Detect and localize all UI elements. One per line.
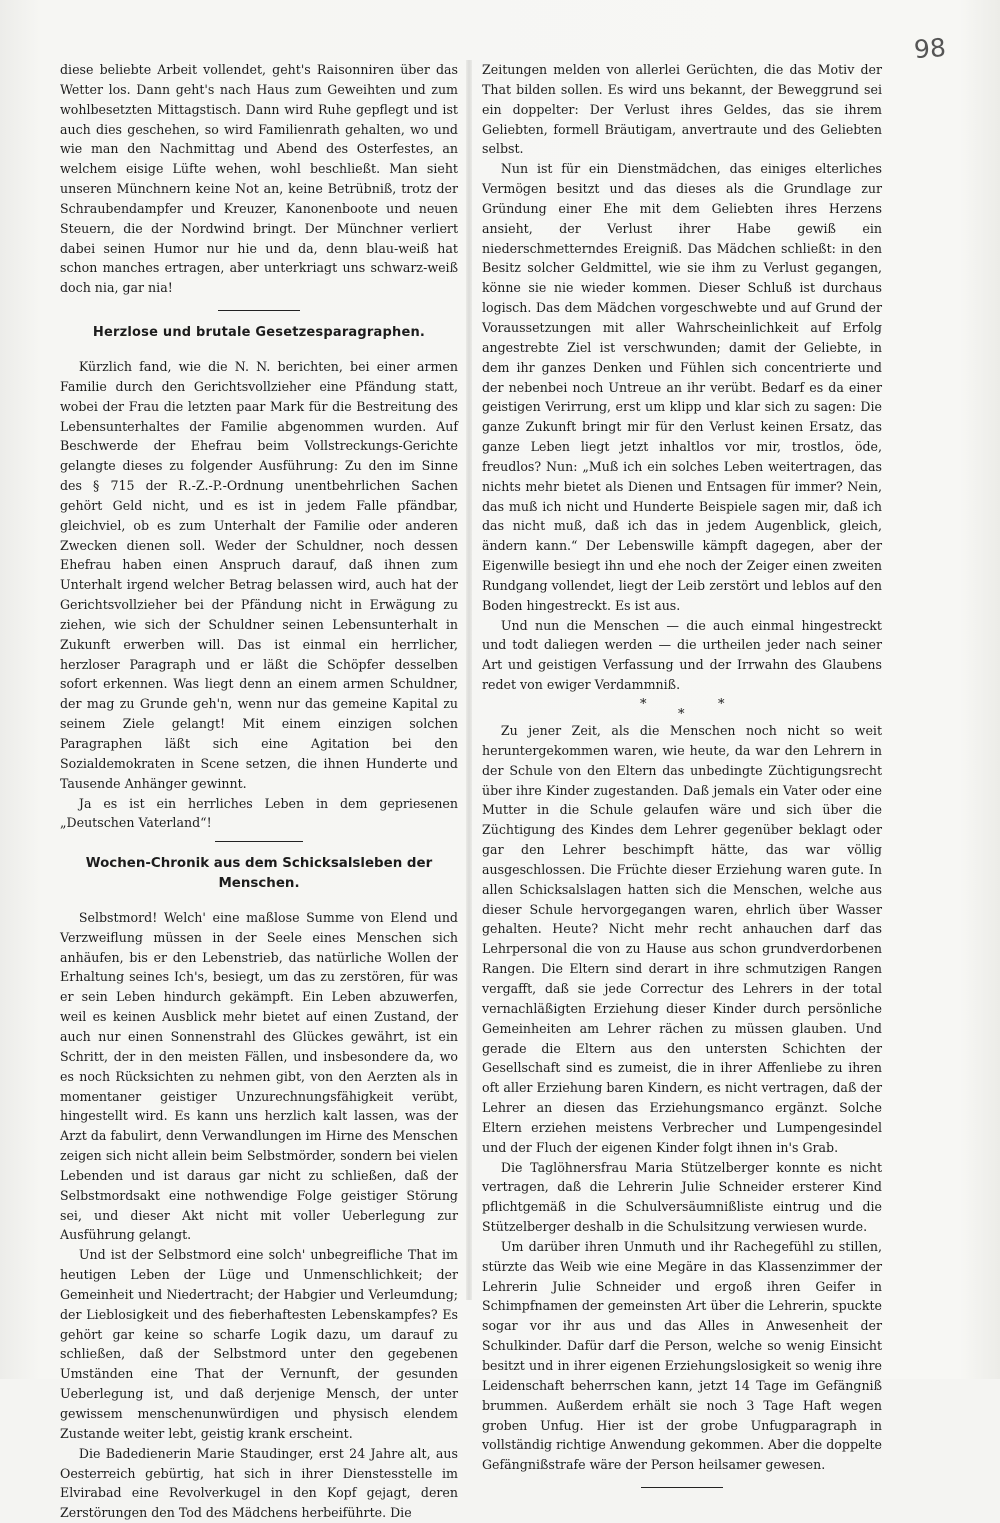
asterisk: * xyxy=(678,707,685,722)
article-paragraph: Zu jener Zeit, als die Menschen noch nicht so weit heruntergekommen waren, wie heute, da war den Lehrern in der Schule von den Eltern das unbedingte Züchtigungsrecht über ihre Kinder zugestanden. Daß jemals ein Vater oder eine Mutter in die Schule gelaufen wäre und sich über die Züchtigung des Kindes dem Lehrer gegenüber beklagt oder gar den Lehrer beschimpft hätte, das war völlig ausgeschlossen. Die Früchte dieser Erziehung waren gute. In allen Schicksalslagen hatten sich die Menschen, welche aus dieser Schule hervorgegangen waren, ehrlich über Wasser gehalten. Heute? Nicht mehr recht anhauchen darf das Lehrpersonal die von zu Hause aus schon grundverdorbenen Rangen. Die Eltern sind derart in ihre schmutzigen Rangen vergafft, daß sie jede Correctur des Lehrers in der total vernachläßigten Erziehung dieser Kinder durch persönliche Gemeinheiten am Lehrer rächen zu müssen glauben. Und gerade die Eltern aus den untersten Schichten der Gesellschaft sind es zumeist, die in ihrer Affenliebe zu ihren oft aller Erziehung baren Kindern, es nicht vertragen, daß der Lehrer an diesen das Erziehungsmanco ergänzt. Solche Eltern erziehen meistens Verbrecher und Lumpengesindel und der Fluch der eigenen Kinder folgt ihnen in's Grab. xyxy=(482,723,882,1155)
article-paragraph: Nun ist für ein Dienstmädchen, das einiges elterliches Vermögen besitzt und das dieses als die Grundlage zur Gründung einer Ehe mit dem Geliebten ihres Herzens ansieht, der Verlust ihrer Habe gewiß ein niederschmetterndes Ereigniß. Das Mädchen schließt: in den Besitz solcher Geldmittel, wie sie ihm zu Verlust gegangen, könne sie nie wieder kommen. Dieser Schluß ist durchaus logisch. Das dem Mädchen vorgeschwebte und auf Grund der Voraussetzungen mit aller Wahrscheinlichkeit auf Erfolg angestrebte Ziel ist verschwunden; damit der Geliebte, in dem ihr ganzes Denken und Fühlen sich concentrierte und der nebenbei noch Untreue an ihr verübt. Bedarf es da einer geistigen Verirrung, erst um klipp und klar sich zu sagen: Die ganze Zukunft bringt mir für den Verlust keinen Ersatz, das ganze Leben liegt jetzt inhaltlos vor mir, trostlos, öde, freudlos? Nun: „Muß ich ein solches Leben weitertragen, das nichts mehr bietet als Dienen und Entsagen für immer? Nein, das muß ich nicht und Hunderte Beispiele sagen mir, daß ich das nicht muß, daß ich das in jedem Augenblick, gleich, ändern kann.“ Der Lebenswille kämpft dagegen, aber der Eigenwille besiegt ihn und ehe noch der Zeiger einen zweiten Rundgang vollendet, liegt der Leib zerstört und leblos auf den Boden hingestreckt. Es ist aus. xyxy=(482,161,882,613)
gutter-shadow xyxy=(466,60,472,1300)
article-paragraph: Die Badedienerin Marie Staudinger, erst 24 Jahre alt, aus Oesterreich gebürtig, hat sich in ihrer Dienstesstelle im Elvirabad eine Revolverkugel in den Kopf gejagt, deren Zerstörungen den Tod des Mädchens herbeiführte. Die xyxy=(60,1445,458,1521)
article-paragraph: Die Taglöhnersfrau Maria Stützelberger konnte es nicht vertragen, daß die Lehrerin Julie Schneider ersterer Kind pflichtgemäß in die Schulversäumnißliste eintrug und die Stützelberger deshalb in die Schulsitzung verwiesen wurde. xyxy=(482,1159,882,1235)
article-paragraph: Kürzlich fand, wie die N. N. berichten, bei einer armen Familie durch den Gerichtsvollzieher eine Pfändung statt, wobei der Frau die letzten paar Mark für die Bestreitung des Lebensunterhaltes der Familie abgenommen wurden. Auf Beschwerde der Ehefrau beim Vollstreckungs-Gerichte gelangte dieses zu folgender Ausführung: Zu den im Sinne des § 715 der R.-Z.-P.-Ordnung unentbehrlichen Sachen gehört Geld nicht, und es ist in jedem Falle pfändbar, gleichviel, ob es zum Unterhalt der Familie oder anderen Zwecken dienen soll. Weder der Schuldner, noch dessen Ehefrau haben einen Anspruch darauf, daß ihnen zum Unterhalt irgend welcher Betrag belassen wird, auch hat der Gerichtsvollzieher bei der Pfändung nicht in Erwägung zu ziehen, wie sich der Schuldner seinen Lebensunterhalt in Zukunft erwerben will. Das ist einmal ein herrlicher, herzloser Paragraph und er läßt die Schöpfer desselben sofort erkennen. Was liegt denn an einem armen Schuldner, der mag zu Grunde geh'n, wenn nur das gemeine Kapital zu seinem Ziele gelangt! Mit einem einzigen solchen Paragraphen läßt sich eine Agitation bei den Sozialdemokraten in Scene setzen, die ihnen Hunderte und Tausende Anhänger gewinnt. xyxy=(60,358,458,791)
article-paragraph: Ja es ist ein herrliches Leben in dem gepriesenen „Deutschen Vaterland“! xyxy=(60,795,458,831)
article-heading-chronicle: Wochen-Chronik aus dem Schicksalsleben der Menschen. xyxy=(85,856,433,892)
asterism-divider xyxy=(482,695,882,721)
section-divider xyxy=(218,310,300,311)
article-paragraph: Selbstmord! Welch' eine maßlose Summe von Elend und Verzweiflung müssen in der Seele eines Menschen sich anhäufen, bis er den Lebenstrieb, das natürliche Wollen der Erhaltung seines Ich's, besiegt, um das zu zerstören, für was er sein Leben hindurch gekämpft. Ein Leben abzuwerfen, weil es keinen Ausblick mehr bietet auf einen Zustand, der auch nur einen Sonnenstrahl des Glückes gewährt, ist ein Schritt, der in den meisten Fällen, und insbesondere da, wo es noch Rücksichten zu nehmen gibt, von den Aerzten als in momentaner geistiger Unzurechnungsfähigkeit verübt, hingestellt wird. Es kann uns herzlich kalt lassen, was der Arzt da fabulirt, denn Verwandlungen im Hirne des Menschen zeigen sich nicht allein beim Selbstmörder, sondern bei vielen Lebenden und ist daraus gar nicht zu schließen, daß der Selbstmordsakt eine nothwendige Folge geistiger Störung sei, und dieser Akt nicht mit voller Ueberlegung zur Ausführung gelangt. xyxy=(60,909,458,1243)
page-number: 98 xyxy=(913,32,947,65)
continued-paragraph: Zeitungen melden von allerlei Gerüchten, die das Motiv der That bilden sollen. Es wird uns bekannt, der Beweggrund sei ein doppelter: Der Verlust ihres Geldes, das sie ihrem Geliebten, formell Bräutigam, anvertraute und des Geliebten selbst. xyxy=(482,62,882,157)
article-heading-paragraphs: Herzlose und brutale Gesetzesparagraphen. xyxy=(92,325,426,341)
article-paragraph: Um darüber ihren Unmuth und ihr Rachegefühl zu stillen, stürzte das Weib wie eine Megäre in das Klassenzimmer der Lehrerin Julie Schneider und ergoß ihren Geifer in Schimpfnamen der gemeinsten Art über die Lehrerin, spuckte sogar vor ihr aus und das Alles in Anwesenheit der Schulkinder. Dafür darf die Person, welche so wenig Einsicht besitzt und in ihrer eigenen Erziehungslosigkeit so wenig ihre Leidenschaft beherrschen kann, jetzt 14 Tage im Gefängniß brummen. Außerdem erhält sie noch 3 Tage Haft wegen groben Unfug. Hier ist der grobe Unfugparagraph in vollständig richtige Anwendung gekommen. Aber die doppelte Gefängnißstrafe wäre der Person heilsamer gewesen. xyxy=(482,1238,882,1473)
section-divider xyxy=(215,841,303,842)
left-column xyxy=(60,60,458,1523)
asterisk: * xyxy=(718,697,725,712)
end-divider xyxy=(641,1487,723,1488)
right-column xyxy=(482,60,882,1498)
article-paragraph: Und ist der Selbstmord eine solch' unbegreifliche That im heutigen Leben der Lüge und Unmenschlichkeit; der Gemeinheit und Niedertracht; der Habgier und Verleumdung; der Lieblosigkeit und des fieberhaftesten Lebenskampfes? Es gehört gar keine so scharfe Logik dazu, um darauf zu schließen, daß der Selbstmord unter den gegebenen Umständen eine That der Vernunft, der gesunden Ueberlegung ist, und daß derjenige Mensch, der unter gewissem menschenunwürdigen und physisch elendem Zustande weiter lebt, geistig krank erscheint. xyxy=(60,1247,458,1441)
intro-paragraph: diese beliebte Arbeit vollendet, geht's Raisonniren über das Wetter los. Dann geht's nach Haus zum Geweihten und zum wohlbesetzten Mittagstisch. Dann wird Ruhe gepflegt und ist auch dies geschehen, so wird Familienrath gehalten, wo und wie man den Nachmittag und Abend des Osterfestes, an welchem eisige Lüfte wehen, wohl beschließt. Man sieht unseren Münchnern keine Not an, keine Betrübniß, trotz der Schraubendampfer und Kreuzer, Kanonenboote und neuen Steuern, die der Nordwind bringt. Der Münchner verliert dabei seinen Humor nur hie und da, denn blau-weiß hat schon manches ertragen, aber unterkriagt uns schwarz-weiß doch nia, gar nia! xyxy=(60,62,458,296)
article-paragraph: Und nun die Menschen — die auch einmal hingestreckt und todt daliegen werden — die urtheilen jeder nach seiner Art und geistigen Verfassung und der Irrwahn des Glaubens redet von ewiger Verdammniß. xyxy=(482,617,882,693)
asterisk: * xyxy=(640,697,647,712)
